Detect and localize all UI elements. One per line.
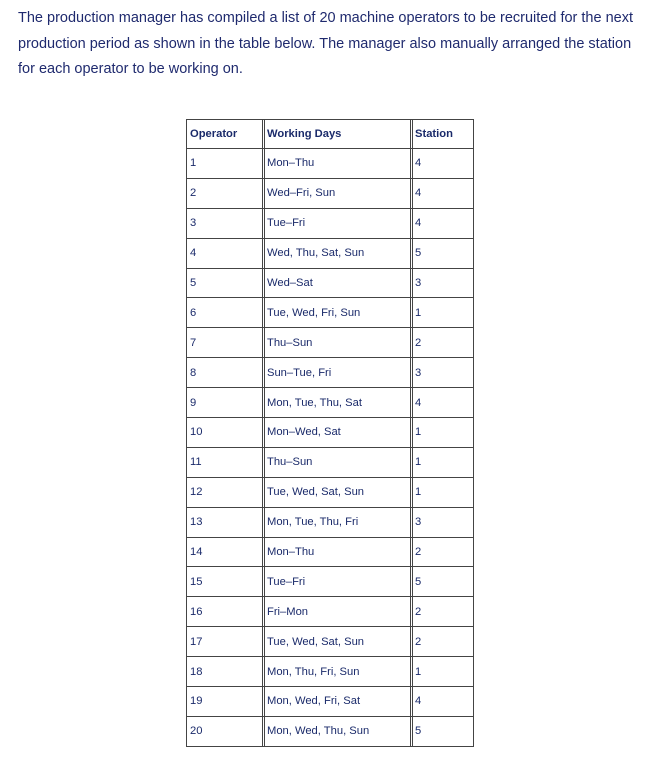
cell-operator: 5: [187, 268, 263, 298]
table-row: [187, 418, 474, 448]
table-row: [187, 537, 474, 567]
cell-working-days: Tue, Wed, Fri, Sun: [263, 298, 411, 328]
table-row: [187, 597, 474, 627]
cell-operator: 14: [187, 537, 263, 567]
table-row: [187, 178, 474, 208]
operator-table: [186, 119, 474, 747]
cell-operator: 15: [187, 567, 263, 597]
table-row: [187, 687, 474, 717]
table-row: [187, 627, 474, 657]
cell-working-days: Mon, Tue, Thu, Fri: [263, 507, 411, 537]
cell-working-days: Wed–Sat: [263, 268, 411, 298]
cell-station: 2: [411, 627, 474, 657]
cell-working-days: Wed–Fri, Sun: [263, 178, 411, 208]
table-row: [187, 358, 474, 388]
cell-operator: 2: [187, 178, 263, 208]
cell-station: 1: [411, 477, 474, 507]
cell-operator: 8: [187, 358, 263, 388]
cell-operator: 12: [187, 477, 263, 507]
cell-working-days: Tue–Fri: [263, 208, 411, 238]
cell-station: 4: [411, 208, 474, 238]
cell-station: 3: [411, 268, 474, 298]
cell-operator: 6: [187, 298, 263, 328]
cell-station: 5: [411, 238, 474, 268]
cell-working-days: Thu–Sun: [263, 328, 411, 358]
cell-working-days: Tue, Wed, Sat, Sun: [263, 627, 411, 657]
cell-working-days: Mon, Tue, Thu, Sat: [263, 388, 411, 418]
cell-operator: 7: [187, 328, 263, 358]
cell-operator: 1: [187, 149, 263, 179]
table-row: [187, 477, 474, 507]
table-row: [187, 149, 474, 179]
cell-operator: 19: [187, 687, 263, 717]
table-row: [187, 328, 474, 358]
header-station: Station: [411, 120, 474, 149]
cell-station: 3: [411, 358, 474, 388]
cell-working-days: Mon, Thu, Fri, Sun: [263, 657, 411, 687]
cell-station: 2: [411, 537, 474, 567]
table-row: [187, 567, 474, 597]
cell-operator: 17: [187, 627, 263, 657]
header-working-days: Working Days: [263, 120, 411, 149]
cell-working-days: Tue–Fri: [263, 567, 411, 597]
cell-working-days: Mon–Thu: [263, 149, 411, 179]
cell-station: 4: [411, 178, 474, 208]
cell-station: 2: [411, 328, 474, 358]
cell-station: 4: [411, 388, 474, 418]
table-row: [187, 268, 474, 298]
cell-working-days: Mon, Wed, Thu, Sun: [263, 716, 411, 746]
cell-station: 1: [411, 657, 474, 687]
cell-operator: 4: [187, 238, 263, 268]
cell-station: 4: [411, 149, 474, 179]
cell-operator: 11: [187, 447, 263, 477]
cell-operator: 18: [187, 657, 263, 687]
intro-paragraph: The production manager has compiled a list of 20 machine operators to be recruited for the next production period as shown in the table below. The manager also manually arranged the station for each operator to be working on.: [18, 10, 633, 77]
cell-working-days: Thu–Sun: [263, 447, 411, 477]
cell-working-days: Mon, Wed, Fri, Sat: [263, 687, 411, 717]
cell-station: 1: [411, 447, 474, 477]
cell-station: 3: [411, 507, 474, 537]
cell-operator: 20: [187, 716, 263, 746]
cell-working-days: Mon–Thu: [263, 537, 411, 567]
table-row: [187, 657, 474, 687]
table-row: [187, 447, 474, 477]
cell-working-days: Wed, Thu, Sat, Sun: [263, 238, 411, 268]
cell-station: 1: [411, 418, 474, 448]
table-row: [187, 208, 474, 238]
cell-working-days: Mon–Wed, Sat: [263, 418, 411, 448]
cell-working-days: Sun–Tue, Fri: [263, 358, 411, 388]
table-row: [187, 238, 474, 268]
cell-working-days: Fri–Mon: [263, 597, 411, 627]
table-row: [187, 388, 474, 418]
cell-operator: 10: [187, 418, 263, 448]
cell-station: 5: [411, 567, 474, 597]
cell-working-days: Tue, Wed, Sat, Sun: [263, 477, 411, 507]
table-row: [187, 716, 474, 746]
cell-operator: 16: [187, 597, 263, 627]
table-row: [187, 298, 474, 328]
cell-operator: 13: [187, 507, 263, 537]
header-operator: Operator: [187, 120, 263, 149]
cell-operator: 9: [187, 388, 263, 418]
table-header-row: [187, 120, 474, 149]
cell-station: 1: [411, 298, 474, 328]
cell-operator: 3: [187, 208, 263, 238]
cell-station: 4: [411, 687, 474, 717]
cell-station: 2: [411, 597, 474, 627]
cell-station: 5: [411, 716, 474, 746]
table-row: [187, 507, 474, 537]
